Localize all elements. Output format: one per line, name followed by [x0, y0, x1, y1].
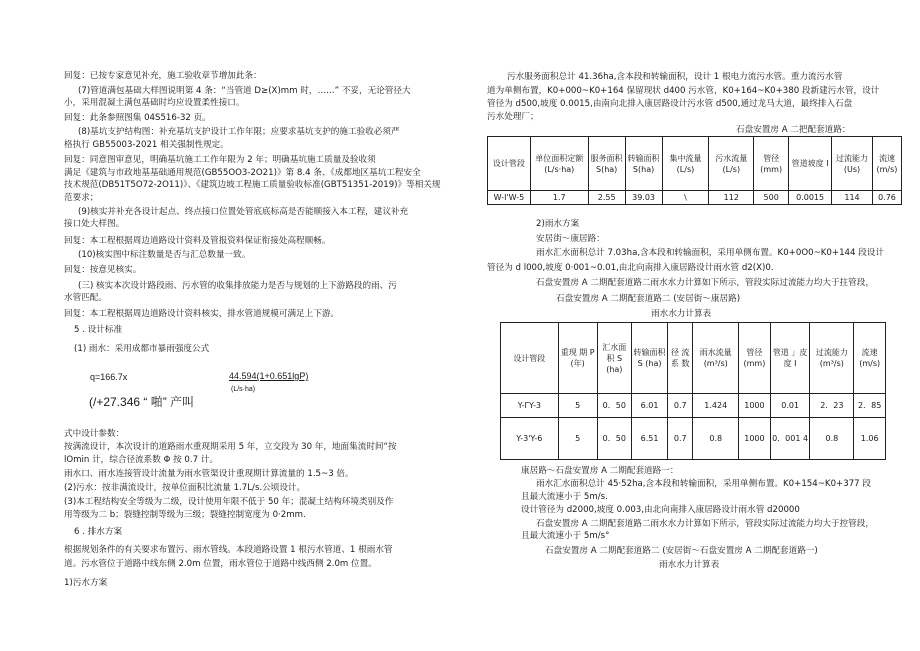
table-cell: 1.7	[530, 191, 588, 205]
text-line: (8)基坑支护结构图：补充基坑支护设计工作年限；应要求基坑支护的施工验收必须严	[78, 127, 400, 137]
table-cell: 汇水面积 S (ha)	[597, 323, 631, 394]
table-cell: 2.55	[588, 191, 625, 205]
table3-subcaption: 雨水水力计算表	[659, 560, 720, 570]
table-cell: 0.01	[770, 394, 810, 418]
table-cell: 转输面积 S (ha)	[631, 323, 667, 394]
rain-title: 2)雨水方案	[536, 219, 580, 229]
table-cell: 39.03	[625, 191, 662, 205]
table-cell: 5	[558, 394, 597, 418]
table-cell: 0．50	[597, 418, 631, 460]
text-line: 管径为 d500,坡度 0.0015,由南向北排入康居路设计污水管 d500,通过龙马大道，最终排入石盘	[487, 99, 853, 109]
text-line: 污水处理厂；	[487, 112, 539, 122]
table-cell: 雨水流量 (m³/s)	[693, 323, 739, 394]
text-line: (10)核实图中标注数量是否与汇总数量一致。	[78, 250, 251, 260]
table-cell: 服务面积 S(ha)	[588, 137, 625, 191]
table-cell: 112	[709, 191, 754, 205]
table-cell: 1000	[739, 418, 771, 460]
formula-numerator: 44.594(1+0.651lgP)	[229, 371, 309, 381]
text-line: (7)管道满包基础大样图说明第 4 条：“当管道 D≥(X)mm 时，……” 不妥，无论管径大	[78, 86, 411, 96]
text-line: 格执行 GB55003-2021 相关强制性规定。	[64, 140, 229, 150]
text-line: 回复：此条参照图集 04S516-32 页。	[64, 113, 211, 123]
table-cell: 0.76	[872, 191, 901, 205]
table-cell: 0.7	[668, 418, 693, 460]
text-line: 回复：本工程根据周边道路设计资料核实，排水管道规模可满足上下游。	[64, 309, 340, 319]
table-cell: 流速 (m/s)	[854, 323, 886, 394]
table-cell: 0．001 4	[770, 418, 810, 460]
text-line: 且最大流速小于 5m/s°	[521, 531, 610, 541]
table-cell: 设计管段	[488, 137, 531, 191]
table-row	[501, 418, 886, 460]
text-line: 满足《建筑与市政地基基础通用规范(GB55OO3-2O21)》第 8.4 条、《成都地区基坑工程安全	[64, 168, 421, 178]
text-line: 5 . 设计标准	[74, 325, 123, 335]
text-line: 接口处大样图。	[64, 219, 125, 229]
formula-q: q=166.7x	[90, 372, 128, 382]
table1-caption: 石盘安置房 A 二把配套道路：	[736, 125, 851, 135]
right-column	[460, 0, 920, 651]
text-line: 回复：同意图审意见，明确基坑施工工作年限为 2 年；明确基坑施工质量及验收须	[64, 155, 376, 165]
text-line: 回复：按意见核实。	[64, 265, 142, 275]
table-cell: 重现 期 P (年)	[558, 323, 597, 394]
table-cell: Y-ΓY-3	[501, 394, 559, 418]
table-cell: \	[662, 191, 709, 205]
table-cell: 集中流量(L/s)	[662, 137, 709, 191]
table-header-row	[488, 137, 902, 191]
text-line: 1)污水方案	[64, 578, 108, 588]
text-line: 道为单侧布置，K0+000~K0+164 保留现状 d400 污水管，K0+164~K0+380 段新建污水管，设计	[487, 86, 880, 96]
text-line: 雨水口、雨水连接管设计流量为雨水管渠设计重现期计算流量的 1.5~3 倍。	[64, 469, 354, 479]
text-line: 且最大流速小于 5m/s.	[521, 492, 608, 502]
table-cell: 过流能力 (m³/s)	[810, 323, 854, 394]
table-cell: 管径(mm)	[754, 137, 789, 191]
text-line: 管径为 d l000,坡度 0·001~0.01,由北向南排入康居路设计雨水管 d2(X)0.	[487, 263, 774, 273]
table-cell: 6.01	[631, 394, 667, 418]
table-cell: 管径 (mm)	[739, 323, 771, 394]
table-cell: 管道 」皮度 I	[770, 323, 810, 394]
table2-caption: 石盘安置房 A 二期配套道路二 (安居街～康居路)	[556, 294, 741, 304]
table-row	[501, 394, 886, 418]
text-line: 污水服务面积总计 41.36ha,含本段和转输面积，设计 1 根电力流污水管。重力流污水管	[507, 72, 843, 82]
text-line: 小，采用混凝土满包基础时均应设置柔性接口。	[64, 98, 245, 108]
text-line: 石盘安置房 A 二期配套道路二雨水水力计算如下所示，管段实际过流能力均大于控管段，	[536, 519, 874, 529]
table-cell: 2．23	[810, 394, 854, 418]
text-line: 康居路～石盘安置房 A 二期配套道路一：	[521, 466, 679, 476]
text-line: 6 . 排水方案	[74, 527, 123, 537]
table2-subcaption: 雨水水力计算表	[651, 309, 712, 319]
table-cell: 500	[754, 191, 789, 205]
text-line: 设计管径为 d2000,坡度 0.003,由北向南排入康居路设计雨水管 d20000	[521, 505, 800, 515]
table-cell: 1000	[739, 394, 771, 418]
text-line: 用等级为二 b；裂缝控制等级为三级；裂缝控制宽度为 0·2mm.	[64, 510, 306, 520]
text-line: (三) 核实本次设计路段雨、污水管的收集排放能力是否与规划的上下游路段的雨、污	[78, 281, 397, 291]
table-cell: 污水流量(L/s)	[709, 137, 754, 191]
text-line: (1) 雨水：采用成都市暴雨强度公式	[74, 344, 210, 354]
text-line: 雨水汇水面积总计 7.03ha,含本段和转输面积，采用单侧布置。K0+0O0~K0+144 段设计	[536, 248, 884, 258]
table-cell: 设计管段	[501, 323, 559, 394]
table-cell: 径 流 系 数	[668, 323, 693, 394]
text-line: 回复：本工程根据周边道路设计资料及管报资料保证衔接处高程顺畅。	[64, 236, 331, 246]
table-cell: 过流能力(Us)	[832, 137, 873, 191]
table-cell: 5	[558, 418, 597, 460]
table-cell: 6.51	[631, 418, 667, 460]
table-cell: Y-3'Y-6	[501, 418, 559, 460]
table-cell: 管道坡度 I	[789, 137, 832, 191]
text-line: (2)污水：按非满流设计，按单位面积比流量 1.7L/s.公顷设计。	[64, 483, 306, 493]
text-line: (3)本工程结构安全等级为二级，设计使用年限不低于 50 年；混凝土结构环境类别及作	[64, 497, 394, 507]
text-line: 回复：已按专家意见补充，施工验收章节增加此条：	[64, 71, 262, 81]
text-line: 水管匹配。	[64, 293, 107, 303]
text-line: 式中设计参数：	[64, 429, 125, 439]
table-cell: 转输面积 S(ha)	[625, 137, 662, 191]
formula-denominator: (/+27.346 “ 啪” 产叫	[89, 395, 195, 409]
table-cell: 0.8	[810, 418, 854, 460]
table-cell: 1.06	[854, 418, 886, 460]
rain-table-1	[500, 322, 886, 460]
text-line: 范要求；	[64, 193, 99, 203]
text-line: 道。污水管位于道路中线东侧 2.0m 位置，雨水管位于道路中线西侧 2.0m 位置。	[64, 559, 377, 569]
table-cell: 114	[832, 191, 873, 205]
text-line: 雨水汇水面积总计 45·52ha,含本段和转输面积，采用单侧布置。K0+154~K0+377 段	[536, 479, 871, 489]
table-row	[488, 191, 902, 205]
text-line: 根据规划条件的有关要求布置污、雨水管线。本段道路设置 1 根污水管道、1 根雨水管	[64, 545, 393, 555]
text-line: 按满流设计，本次设计的道路雨水重现期采用 5 年，立交段为 30 年，地面集流时间“按	[64, 442, 397, 452]
text-line: 石盘安置房 A 二期配套道路二雨水水力计算如下所示，管段实际过流能力均大于拄管段，	[536, 278, 874, 288]
text-line: lOmin 计，综合径流系数 Φ 按 0.7 计。	[64, 455, 218, 465]
sewage-table	[487, 136, 902, 205]
rain-subtitle: 安居街～康居路：	[536, 234, 605, 244]
table-cell: 0.7	[668, 394, 693, 418]
text-line: (9)核实并补充各设计起点、终点接口位置处管底底标高是否能顺接入本工程，建议补充	[78, 207, 409, 217]
table-cell: 2．85	[854, 394, 886, 418]
table-cell: 1.424	[693, 394, 739, 418]
table-cell: 单位面积定额(L/s·ha)	[530, 137, 588, 191]
table-header-row	[501, 323, 886, 394]
table-cell: 0．50	[597, 394, 631, 418]
table-cell: W-I'W-5	[488, 191, 531, 205]
text-line: 技术规范(DB51T5O72-2O11)》、《建筑边坡工程施工质量验收标准(GBT51351-2019)》等相关规	[64, 180, 441, 190]
table-cell: 流速(m/s)	[872, 137, 901, 191]
formula-unit: (L/s·ha)	[231, 386, 256, 393]
table-cell: 0.8	[693, 418, 739, 460]
table-cell: 0.0015	[789, 191, 832, 205]
table3-caption: 石盘安置房 A 二期配套道路二 (安居街～石盘安置房 A 二期配套道路一)	[545, 546, 818, 556]
